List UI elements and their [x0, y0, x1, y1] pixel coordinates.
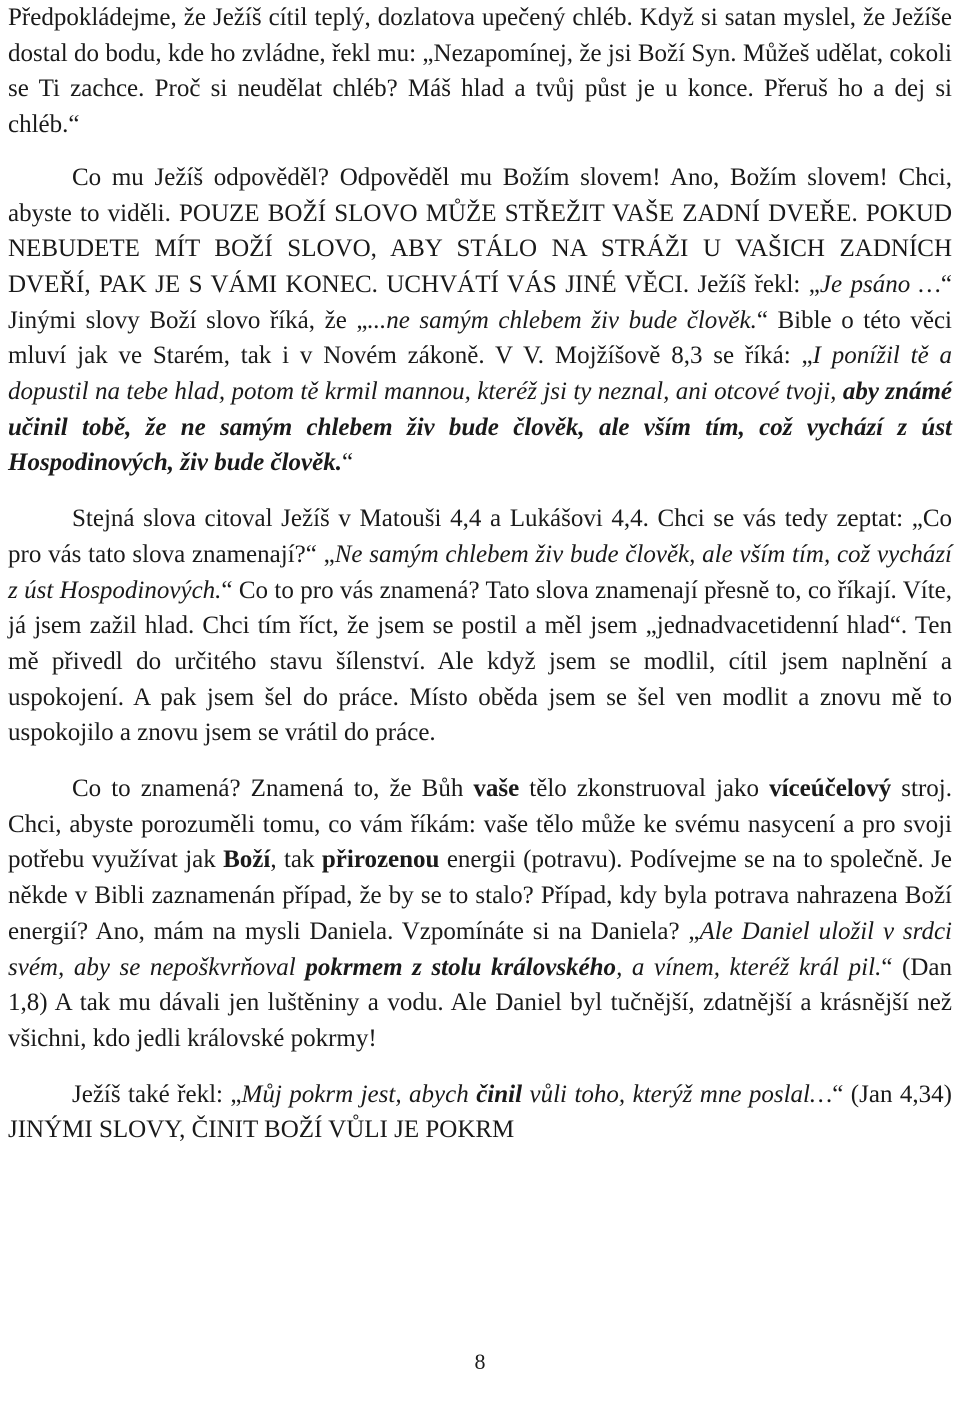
text-run: tělo zkonstruoval jako [519, 775, 770, 803]
paragraph-3 [8, 771, 952, 1057]
text-run: činil [476, 1080, 523, 1108]
text-run: Ale Daniel uložil v srdci svém, aby se nepoškvrňoval [8, 917, 952, 981]
text-run: energii (potravu). Podívejme se na to společně. Je někde v Bibli zaznamenán případ, že by se to stalo? Případ, kdy byla potrava nahrazena Boží energií? Ano, mám na mysli Daniela. Vzpomínáte si na Daniela? „ [8, 846, 952, 945]
text-run: “ Co to pro vás znamená? Tato slova znamenají přesně to, co říkají. Víte, já jsem zažil hlad. Chci tím říct, že jsem se postil a měl jsem „jednadvacetidenní hlad“. Ten mě přivedl do určitého stavu šílenství. Ale když jsem se modlil, cítil jsem naplnění a uspokojení. A pak jsem šel do práce. Místo oběda jsem se šel ven modlit a znovu mě to uspokojilo a znovu jsem se vrátil do práce. [8, 576, 953, 747]
paragraph-1 [8, 160, 952, 481]
text-run: Boží [223, 846, 271, 874]
text-run: Můj pokrm jest, abych [241, 1080, 477, 1108]
text-run: , tak [270, 846, 322, 874]
text-run: , a vínem, kteréž král pil. [616, 953, 882, 981]
text-run: “ [341, 449, 354, 477]
text-run: stroj. Chci, abyste porozuměli tomu, co vám říkám: vaše tělo může ke svému nasycení a pro svoji potřebu využívat jak [8, 775, 953, 874]
text-run: Předpokládejme, že Ježíš cítil teplý, dozlatova upečený chléb. Když si satan myslel, že Ježíše dostal do bodu, kde ho zvládne, řekl mu: „Nezapomínej, že jsi Boží Syn. Můžeš udělat, cokoli se Ti zachce. Proč si neudělat chléb? Máš hlad a tvůj půst je u konce. Přeruš ho a dej si chléb.“ [8, 4, 952, 139]
paragraph-2 [8, 501, 952, 751]
paragraph-4 [8, 1077, 952, 1148]
text-run: “ (Dan 1,8) A tak mu dávali jen luštěniny a vodu. Ale Daniel byl tučnější, zdatnější a krásnější než všichni, kdo jedli královské pokrmy! [8, 953, 952, 1052]
text-run: přirozenou [321, 846, 440, 874]
text-run: “ Jinými slovy Boží slovo říká, že „ [8, 270, 952, 334]
text-run: ...ne samým chlebem živ bude člověk. [367, 306, 757, 334]
text-run: Je psáno … [819, 270, 941, 298]
text-run: vůli toho, kterýž mne poslal… [522, 1080, 833, 1108]
body-text [8, 0, 952, 1148]
text-run: Ježíš také řekl: „ [72, 1080, 242, 1108]
paragraph-0 [8, 0, 952, 143]
text-run: aby známé učinil tobě, že ne samým chlebem živ bude člověk, ale vším tím, což vychází z úst Hospodinových, živ bude člověk. [8, 378, 952, 477]
text-run: Ne samým chlebem živ bude člověk, ale vším tím, což vychází z úst Hospodinových. [8, 540, 953, 604]
text-run: víceúčelový [769, 775, 892, 803]
text-run: pokrmem z stolu královského [305, 953, 617, 981]
text-run: vaše [473, 775, 520, 803]
page-number: 8 [474, 1349, 486, 1374]
text-run: Stejná slova citoval Ježíš v Matouši 4,4 a Lukášovi 4,4. Chci se vás tedy zeptat: „Co pro vás tato slova znamenají?“ „ [8, 505, 952, 568]
text-run: Co mu Ježíš odpověděl? Odpověděl mu Božím slovem! Ano, Božím slovem! Chci, abyste to viděli. POUZE BOŽÍ SLOVO MŮŽE STŘEŽIT VAŠE ZADNÍ DVEŘE. POKUD NEBUDETE MÍT BOŽÍ SLOVO, ABY STÁLO NA STRÁŽI U VAŠICH ZADNÍCH DVEŘÍ, PAK JE S VÁMI KONEC. UCHVÁTÍ VÁS JINÉ VĚCI. Ježíš řekl: „ [8, 163, 952, 298]
text-run: I ponížil tě a dopustil na tebe hlad, potom tě krmil mannou, kteréž jsi ty neznal, ani otcové tvoji, [8, 342, 953, 406]
text-run: Co to znamená? Znamená to, že Bůh [72, 775, 474, 803]
text-run: “ (Jan 4,34) JINÝMI SLOVY, ČINIT BOŽÍ VŮLI JE POKRM [8, 1080, 952, 1144]
text-run: “ Bible o této věci mluví jak ve Starém, tak i v Novém zákoně. V V. Mojžíšově 8,3 se říká: „ [8, 306, 952, 370]
